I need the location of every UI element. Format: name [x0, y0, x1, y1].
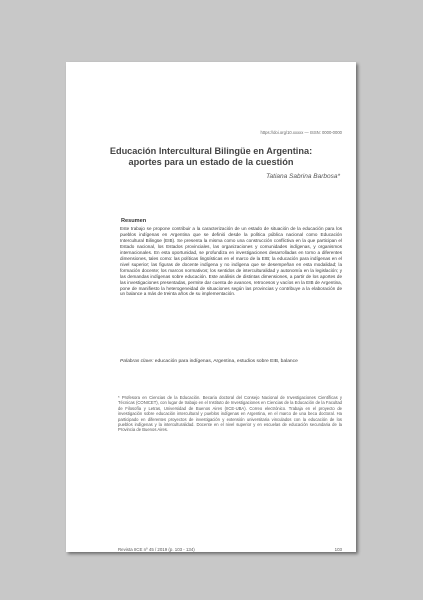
author-name: Tatiana Sabrina Barbosa*	[266, 173, 340, 180]
page-number: 103	[334, 547, 342, 552]
author-footnote: * Profesora en Ciencias de la Educación. Becaria doctoral del Consejo Nacional de Investigaciones Científicas y Técnicas (CONICET), con lugar de trabajo en el Instituto de Investigaciones en Ciencias de la Educación de la Facultad de Filosofía y Letras, Universidad de Buenos Aires (IICE-UBA). Correo electrónico. Trabaja en el proyecto de investigación sobre educación intercultural y pueblos indígenas en Argentina, en el marco de una beca doctoral. Ha participado en diferentes proyectos de investigación y extensión universitaria vinculados con la educación de los pueblos indígenas y la interculturalidad. Docente en el nivel superior y en escuelas de educación secundaria de la Provincia de Buenos Aires.	[118, 395, 342, 433]
keywords-text: educación para indígenas, Argentina, estudios sobre EIB, balance	[154, 359, 298, 364]
title-line-2: aportes para un estado de la cuestión	[128, 156, 294, 167]
keywords	[120, 359, 342, 365]
doi-line: https://doi.org/10.xxxxx — ISSN: 0000-0000	[260, 130, 342, 135]
article-title	[80, 146, 342, 167]
document-page	[66, 62, 356, 552]
title-line-1: Educación Intercultural Bilingüe en Argentina:	[109, 146, 313, 156]
abstract-text: Este trabajo se propone contribuir a la caracterización de un estado de situación de la educación para los pueblos indígenas en Argentina que se definió desde la política pública nacional como Educación Intercultural Bilingüe (EIB). Se presenta la misma como una construcción conflictiva en la que participan el Estado nacional, los Estados provinciales, las organizaciones y comunidades indígenas, y organismos internacionales. En esta oportunidad, se profundiza en investigaciones desarrolladas en torno a diferentes dimensiones, tales como: las políticas lingüísticas en el marco de la EIB; la educación para indígenas en el nivel superior; las figuras de docente indígena y no indígena que se desempeñan en esta modalidad; la formación docente; los marcos normativos; los sentidos de interculturalidad y autonomía en la legislación; y las demandas indígenas sobre educación. Este análisis de distintas dimensiones, a partir de los aportes de las investigaciones presentadas, permite dar cuenta de avances, retrocesos y vacíos en la EIB de Argentina, pone de manifiesto la heterogeneidad de situaciones según las provincias y contribuye a la elaboración de un balance a más de treinta años de su implementación.	[120, 226, 342, 297]
journal-citation: Revista IICE nº 45 / 2019 (p. 103 - 134)	[118, 547, 195, 552]
keywords-label: Palabras clave:	[120, 359, 154, 364]
abstract-heading: Resumen	[121, 218, 147, 224]
